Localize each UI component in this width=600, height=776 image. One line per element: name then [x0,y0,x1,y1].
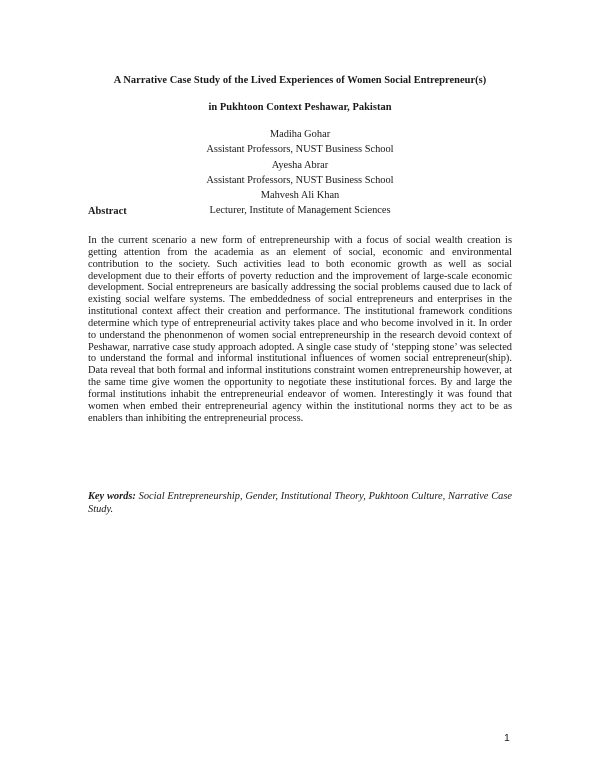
author-affiliation: Assistant Professors, NUST Business School [206,174,394,186]
author-name: Madiha Gohar [269,129,331,140]
author-affiliation: Assistant Professors, NUST Business School [206,144,394,156]
author-name: Mahvesh Ali Khan [260,190,340,202]
paper-title-line-2: in Pukhtoon Context Peshawar, Pakistan [208,102,392,113]
author-block [150,127,450,219]
keywords [88,491,512,516]
paper-title-line-1: A Narrative Case Study of the Lived Experiences of Women Social Entrepreneur(s) [113,75,487,86]
author-name: Ayesha Abrar [271,159,329,171]
abstract-body: In the current scenario a new form of entrepreneurship with a focus of social wealth creation is getting attention from the academia as an element of social, economic and environmental contribution to the society. Such activities lead to both economic growth as well as social development due to their efforts of poverty reduction and the improvement of large-scale economic development. Social entrepreneurs are basically addressing the social problems caused due to lack of existing social welfare systems. The embeddedness of social entrepreneurs and enterprises in the institutional context affect their creation and performance. The institutional framework conditions determine which type of entrepreneurial activity takes place and who become involved in it. In order to understand the phenonmenon of women social entrepreneurship in the research devoid context of Peshawar, narrative case study approach adopted. A single case study of ‘stepping stone’ was selected to understand the formal and informal institutional influences of women social entrepreneur(ship). Data reveal that both formal and informal institutions constraint women entrepreneurship however, at the same time give women the opportunity to negotiate these institutional forces. By and large the formal institutions inhabit the entrepreneurial endeavor of women. Interestingly it was found that women when embed their entrepreneurial agency within the institutional norms they act to be as enablers than inhibiting the entrepreneurial process. [88,235,512,424]
author-affiliation: Lecturer, Institute of Management Sciences [209,205,391,217]
keywords-text: Social Entrepreneurship, Gender, Institutional Theory, Pukhtoon Culture, Narrative Case Study. [88,491,512,515]
abstract-heading: Abstract [88,206,127,217]
page-number: 1 [504,732,510,744]
keywords-label: Key words: [88,491,139,502]
